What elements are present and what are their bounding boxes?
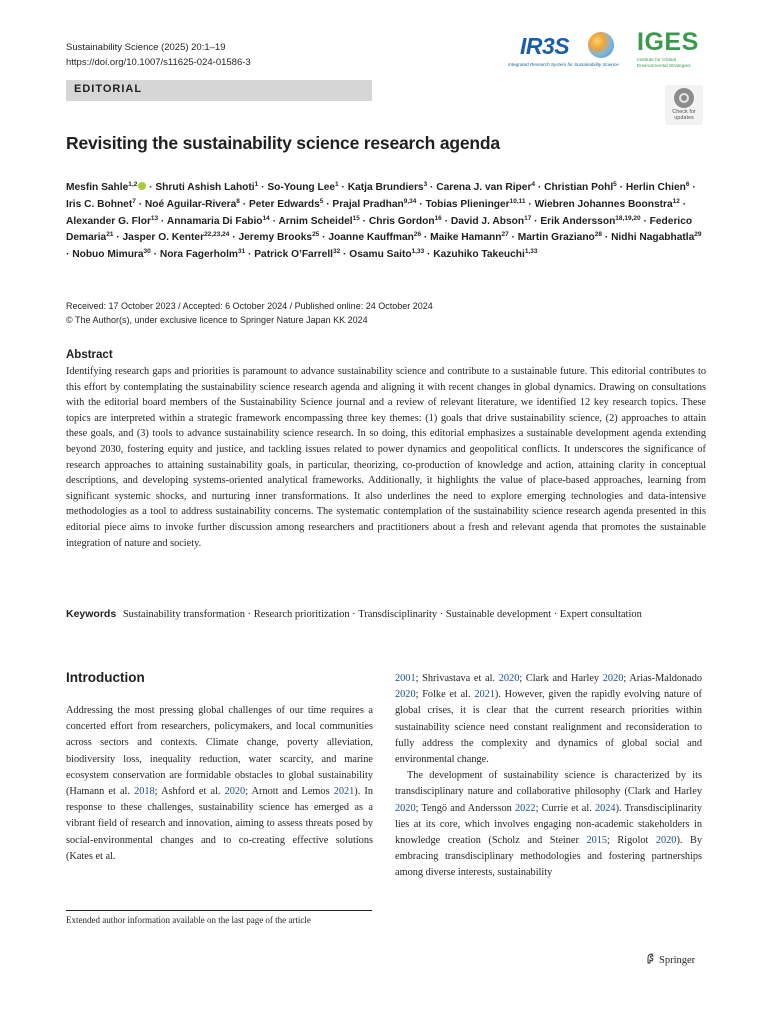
copyright-line: © The Author(s), under exclusive licence to Springer Nature Japan KK 2024 [66,315,368,325]
abstract-text: Identifying research gaps and priorities is paramount to advance sustainability science and contribute to a sustainable future. This editorial contributes to this effort by contemplating the sustainability science research agenda and aligning it with recent changes in global dynamics. Drawing on consultations with the editorial board members of the Sustainability Science journal and a review of relevant literature, we identified 12 key research topics. These topics are interpreted within a strategic framework encompassing three key themes: (1) goals that drive sustainability science, (2) approaches to attain these goals, and (3) tools to advance sustainability science research. In so doing, this editorial emphasizes a sustainable development agenda extending beyond 2030, fostering equity and justice, and tackling issues related to power dynamics and geopolitical conflicts. It underscores the significance of research approaches to attaining sustainability goals, in particular, theorizing, co-production of knowledge and action, attaining clarity in conceptual descriptions, and developing systems-oriented analytical frameworks. Additionally, it highlights the value of place-based approaches, learning from significant systemic shocks, and nurturing inner transformations. It also underlines the need to explore emerging technologies and data-intensive methodologies as a tool to address sustainability concerns. The systematic contemplation of the sustainability science research agenda presented in this editorial piece aims to invoke further discussion among researchers and practitioners about a fresh and relevant agenda that promotes the sustainable integration of nature and society. [66,366,706,549]
author-name: Erik Andersson [540,215,616,227]
orcid-icon[interactable] [138,182,146,190]
journal-info [66,40,251,70]
publication-dates [66,299,433,327]
author-name: David J. Abson [450,215,525,227]
history-line: Received: 17 October 2023 / Accepted: 6 October 2024 / Published online: 24 October 2024 [66,301,433,311]
footnote-rule [66,910,372,911]
citation-link[interactable]: 2020 [395,802,416,814]
author-name: Maike Hamann [430,232,502,244]
author[interactable] [123,232,230,243]
author[interactable] [535,199,680,210]
author[interactable] [145,199,240,210]
iges-logo-text: IGES [637,28,699,56]
author-affiliation: 12 [672,197,680,205]
author-list: Mesfin Sahle$^{1,2}$ · Shruti Ashish Lahoti$^1$ · So-Young Lee$^1$ · Katja Brundiers$^3$ · Carena J. van Riper$^4$ · Christian Pohl$^5$ · Herlin Chien$^6$ · Iris C. Bohnet$^7$ · Noé Aguilar-Rivera$^8$ · Peter Edwards$^5$ · Prajal Pradhan$^{9,34}$ · Tobias Plieninger$^{10,11}$ · Wiebren Johannes Boonstra$^{12}$ · Alexander G. Flor$^{13}$ · Annamaria Di Fabio$^{14}$ · Arnim Scheidel$^{15}$ · Chris Gordon$^{16}$ · David J. Abson$^{17}$ · Erik Andersson$^{18,19,20}$ · Federico Demaria$^{21}$ · Jasper O. Kenter$^{22,23,24}$ · Jeremy Brooks$^{25}$ · Joanne Kauffman$^{26}$ · Maike Hamann$^{27}$ · Martin Graziano$^{28}$ · Nidhi Nagabhatla$^{29}$ · Nobuo Mimura$^{30}$ · Nora Fagerholm$^{31}$ · Patrick O’Farrell$^{32}$ · Osamu Saito$^{1,33}$ · Kazuhiko Takeuchi$^{1,33}$ [66,181,702,261]
author-affiliation: 17 [524,214,532,222]
author-affiliation: 5 [613,181,617,188]
author-affiliation: 28 [594,231,602,239]
author-affiliation: 9,34 [403,197,417,205]
publisher-name: Springer [659,955,696,966]
citation-link[interactable]: 2020 [224,786,246,798]
author-affiliation: 10,11 [509,197,526,205]
author[interactable] [611,232,701,243]
author-affiliation: 27 [501,231,509,239]
author[interactable] [328,232,421,243]
ir3s-logo [508,28,632,74]
citation-link[interactable]: 2020 [602,673,624,684]
author[interactable] [332,199,416,210]
author-name: Nora Fagerholm [159,249,238,261]
author-affiliation: 5 [319,197,324,205]
author[interactable] [160,249,245,260]
author-affiliation: 7 [132,197,136,205]
globe-icon [588,32,614,58]
author[interactable] [278,216,359,227]
keywords-text: Sustainability transformation · Research prioritization · Transdisciplinarity · Sustainable development · Expert consultation [122,609,642,620]
author[interactable] [267,182,338,193]
section-label: EDITORIAL [74,83,143,95]
author-affiliation: 26 [413,231,422,239]
author[interactable] [540,216,640,227]
author-affiliation: 21 [106,231,114,239]
author-name: Arnim Scheidel [278,215,353,227]
paragraph: 2001; Shrivastava et al. 2020; Clark and Harley 2020; Arias-Maldonado 2020; Folke et al. 2021). However, given the rapidly evolving nature of global crises, it is clear that the current research priorities within sustainability science need constant realignment and reconsideration to fully address the complexity and dynamics of global social and environmental change. [395,673,703,766]
author[interactable] [436,182,535,193]
author-name: Alexander G. Flor [66,215,151,227]
author-name: Herlin Chien [625,182,686,193]
author[interactable] [72,249,151,260]
citation-link[interactable]: 2022 [514,802,536,814]
author-affiliation: 30 [143,248,151,256]
author-name: Martin Graziano [517,232,595,244]
author-name: Peter Edwards [248,198,320,210]
citation-link[interactable]: 2015 [586,835,608,847]
author-affiliation: 1,33 [411,248,425,256]
publisher-mark [646,953,695,966]
author[interactable] [238,232,319,243]
author[interactable] [626,182,690,193]
author-name: Christian Pohl [544,182,614,193]
introduction-heading: Introduction [66,670,145,685]
section-bar [66,80,372,101]
author[interactable] [349,249,424,260]
springer-horse-icon [646,953,655,964]
body-column-right [395,671,702,882]
author[interactable] [425,199,525,210]
author[interactable] [249,199,323,210]
author-name: Chris Gordon [368,215,435,227]
author-name: Nidhi Nagabhatla [611,232,695,244]
author[interactable] [155,182,258,193]
author-affiliation: 29 [694,231,702,239]
author[interactable] [167,216,270,227]
author-name: Shruti Ashish Lahoti [155,182,255,193]
author-name: Wiebren Johannes Boonstra [534,198,673,210]
author-name: Iris C. Bohnet [66,198,133,210]
article-title: Revisiting the sustainability science research agenda [66,133,500,153]
footnote: Extended author information available on the last page of the article [66,915,311,925]
author-name: Federico Demaria [66,215,693,244]
author-affiliation: 8 [236,197,240,205]
author[interactable] [66,216,158,227]
author[interactable] [430,232,509,243]
author-name: Prajal Pradhan [332,198,404,210]
iges-logo [637,30,707,76]
paragraph: Addressing the most pressing global challenges of our time requires a concerted effort from researchers, policymakers, and local communities across sectors and contexts. Climate change, poverty alleviation, biodiversity loss, inequality reduction, water scarcity, and marine ecosystem conservation are formidable obstacles to global sustainability (Hamann et al. 2018; Ashford et al. 2020; Arnott and Lemos 2021). In response to these challenges, sustainability science has emerged as a vibrant field of research and innovation, aiming to assess threats posed by social-environmental changes and to co-creating effective solutions (Kates et al. [66,705,373,862]
author-name: Noé Aguilar-Rivera [144,198,237,210]
author-affiliation: 14 [262,214,270,222]
author-name: Carena J. van Riper [436,182,532,193]
paragraph: The development of sustainability science is characterized by its transdisciplinary nature and collaborative philosophy (Clark and Harley 2020; Tengö and Andersson 2022; Currie et al. 2024). Transdisciplinarity lies at its core, which involves engaging non-academic stakeholders in knowledge creation (Scholz and Steiner 2015; Rigolot 2020). By embracing transdisciplinary methodologies and fostering partnerships among diverse interests, sustainability [395,770,702,879]
author[interactable] [66,182,146,193]
check-updates-label: Check for updates [672,109,696,121]
citation-link[interactable]: 2021 [333,786,355,798]
keywords [66,606,706,623]
author-name: Jeremy Brooks [238,232,313,244]
author[interactable] [369,216,442,227]
author-name: Patrick O’Farrell [254,249,333,261]
author-affiliation: 25 [312,231,320,239]
author[interactable] [451,216,531,227]
author[interactable] [544,182,617,193]
author-name: Nobuo Mimura [72,249,144,261]
author-affiliation: 32 [332,248,341,256]
author-name: Kazuhiko Takeuchi [433,249,525,261]
ir3s-logo-text: IR3S [520,33,570,59]
check-for-updates-button[interactable] [665,85,703,125]
author-name: Osamu Saito [349,249,412,261]
citation-link[interactable]: 2020 [655,835,677,847]
author-affiliation: 18,19,20 [615,214,641,222]
author-affiliation: 22,23,24 [204,231,230,239]
author-affiliation: 16 [434,214,442,222]
citation-link[interactable]: 2020 [395,689,416,701]
author-name: Jasper O. Kenter [122,232,205,244]
author[interactable] [254,249,340,260]
author-name: Katja Brundiers [347,182,424,193]
body-column-left [66,703,373,865]
author[interactable] [348,182,427,193]
doi-link[interactable]: https://doi.org/10.1007/s11625-024-01586-3 [66,57,251,68]
author-affiliation: 31 [237,248,246,256]
citation-link[interactable]: 2001 [395,673,416,684]
citation-link[interactable]: 2024 [594,802,616,814]
author-name: Mesfin Sahle [66,182,129,193]
author-affiliation: 1 [335,181,339,188]
keywords-label: Keywords [66,608,117,620]
author[interactable] [518,232,602,243]
author-name: So-Young Lee [267,182,336,193]
journal-citation: Sustainability Science (2025) 20:1–19 [66,42,226,53]
citation-link[interactable]: 2021 [474,689,495,701]
author-affiliation: 6 [685,181,690,188]
abstract-heading: Abstract [66,349,113,361]
author-affiliation: 1 [254,181,259,188]
author-name: Tobias Plieninger [425,198,510,210]
author-name: Annamaria Di Fabio [166,215,263,227]
author-affiliation: 3 [423,181,428,188]
iges-logo-subtitle: Institute for Global Environmental Strategies [637,58,691,69]
check-updates-icon [674,88,694,108]
author-affiliation: 4 [531,181,536,188]
author[interactable] [66,199,136,210]
author-affiliation: 15 [352,214,360,222]
author-affiliation: 1,2 [128,181,138,188]
citation-link[interactable]: 2020 [498,673,520,684]
author-affiliation: 1,33 [524,248,538,256]
author-name: Joanne Kauffman [328,232,414,244]
ir3s-logo-subtitle: Integrated Research System for Sustainability Science [508,62,619,67]
author-affiliation: 13 [150,214,159,222]
author[interactable] [433,249,537,260]
citation-link[interactable]: 2018 [134,786,155,798]
